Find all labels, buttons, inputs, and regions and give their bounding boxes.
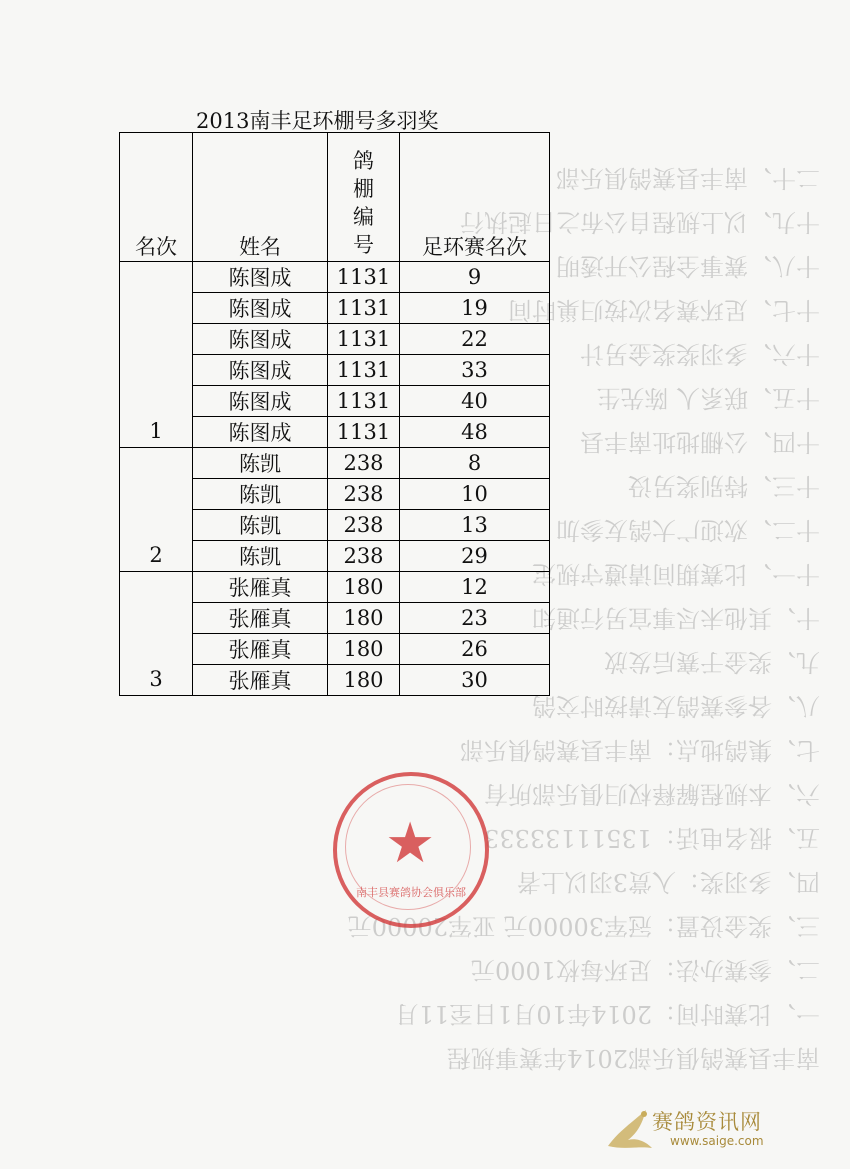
header-rank: 名次 [120,133,193,262]
watermark-name: 赛鸽资讯网 [652,1110,762,1134]
loft-cell: 180 [328,665,400,696]
bleed-line: 十八、赛事全程公开透明 [556,252,820,280]
place-cell: 40 [400,386,550,417]
stamp-text: 南丰县赛鸽协会俱乐部 [356,886,466,899]
bleed-line: 一、比赛时间：2014年10月1日至11月 [394,1000,820,1028]
loft-cell: 238 [328,510,400,541]
place-cell: 13 [400,510,550,541]
name-cell: 张雁真 [193,634,328,665]
loft-cell: 1131 [328,262,400,293]
name-cell: 陈图成 [193,293,328,324]
table-header-row [120,133,550,262]
loft-cell: 1131 [328,386,400,417]
place-cell: 12 [400,572,550,603]
loft-cell: 180 [328,603,400,634]
table-row [120,448,550,479]
page-title: 2013南丰足环棚号多羽奖 [196,109,439,133]
table-body [120,262,550,696]
place-cell: 30 [400,665,550,696]
bleed-line: 五、报名电话：13511133333 [484,824,820,852]
bleed-line: 十六、多羽奖奖金另计 [580,340,820,368]
place-cell: 26 [400,634,550,665]
header-ring-race-place: 足环赛名次 [400,133,550,262]
rank-cell: 3 [120,572,193,696]
bleed-line: 六、本规程解释权归俱乐部所有 [484,780,820,808]
bleed-line: 十七、足环赛名次按归巢时间 [508,296,820,324]
bleed-line: 十、其他未尽事宜另行通知 [532,604,820,632]
place-cell: 22 [400,324,550,355]
bleed-line: 南丰县赛鸽俱乐部2014年赛事规程 [446,1044,820,1072]
rank-cell: 2 [120,448,193,572]
red-seal-stamp [333,772,489,928]
name-cell: 陈图成 [193,324,328,355]
name-cell: 陈凯 [193,479,328,510]
place-cell: 29 [400,541,550,572]
bleed-line: 四、多羽奖：入赏3羽以上者 [516,868,820,896]
name-cell: 张雁真 [193,665,328,696]
loft-cell: 1131 [328,293,400,324]
bleed-line: 十三、特别奖另设 [628,472,820,500]
bleed-line: 八、各参赛鸽友请按时交鸽 [532,692,820,720]
loft-cell: 1131 [328,324,400,355]
watermark-logo [604,1100,804,1160]
place-cell: 23 [400,603,550,634]
bleed-line: 九、奖金于赛后发放 [604,648,820,676]
bleed-line: 十五、联系人 陈先生 [596,384,820,412]
loft-cell: 180 [328,572,400,603]
table-row [120,262,550,293]
bleed-line: 十一、比赛期间请遵守规定 [532,560,820,588]
bleed-line: 十二、欢迎广大鸽友参加 [556,516,820,544]
awards-table [119,132,550,696]
loft-cell: 238 [328,541,400,572]
bleed-line: 七、集鸽地点：南丰县赛鸽俱乐部 [460,736,820,764]
loft-cell: 1131 [328,417,400,448]
place-cell: 8 [400,448,550,479]
name-cell: 陈凯 [193,510,328,541]
watermark-url: www.saige.com [670,1134,764,1148]
bleed-line: 二十、南丰县赛鸽俱乐部 [556,164,820,192]
loft-cell: 1131 [328,355,400,386]
name-cell: 张雁真 [193,603,328,634]
place-cell: 9 [400,262,550,293]
name-cell: 陈图成 [193,417,328,448]
table-row [120,572,550,603]
place-cell: 33 [400,355,550,386]
name-cell: 陈凯 [193,448,328,479]
bleed-line: 三、奖金设置：冠军30000元 亚军20000元 [347,912,820,940]
bleed-line: 十九、以上规程自公布之日起执行 [460,208,820,236]
bleed-line: 十四、公棚地址南丰县 [580,428,820,456]
name-cell: 张雁真 [193,572,328,603]
header-loft-number: 鸽棚编号 [328,133,400,262]
name-cell: 陈凯 [193,541,328,572]
place-cell: 10 [400,479,550,510]
name-cell: 陈图成 [193,386,328,417]
rank-cell: 1 [120,262,193,448]
loft-cell: 180 [328,634,400,665]
header-name: 姓名 [193,133,328,262]
loft-cell: 238 [328,448,400,479]
loft-cell: 238 [328,479,400,510]
name-cell: 陈图成 [193,355,328,386]
place-cell: 19 [400,293,550,324]
name-cell: 陈图成 [193,262,328,293]
place-cell: 48 [400,417,550,448]
star-icon: ★ [385,811,436,876]
bleed-line: 二、参赛办法：足环每枚1000元 [470,956,820,984]
